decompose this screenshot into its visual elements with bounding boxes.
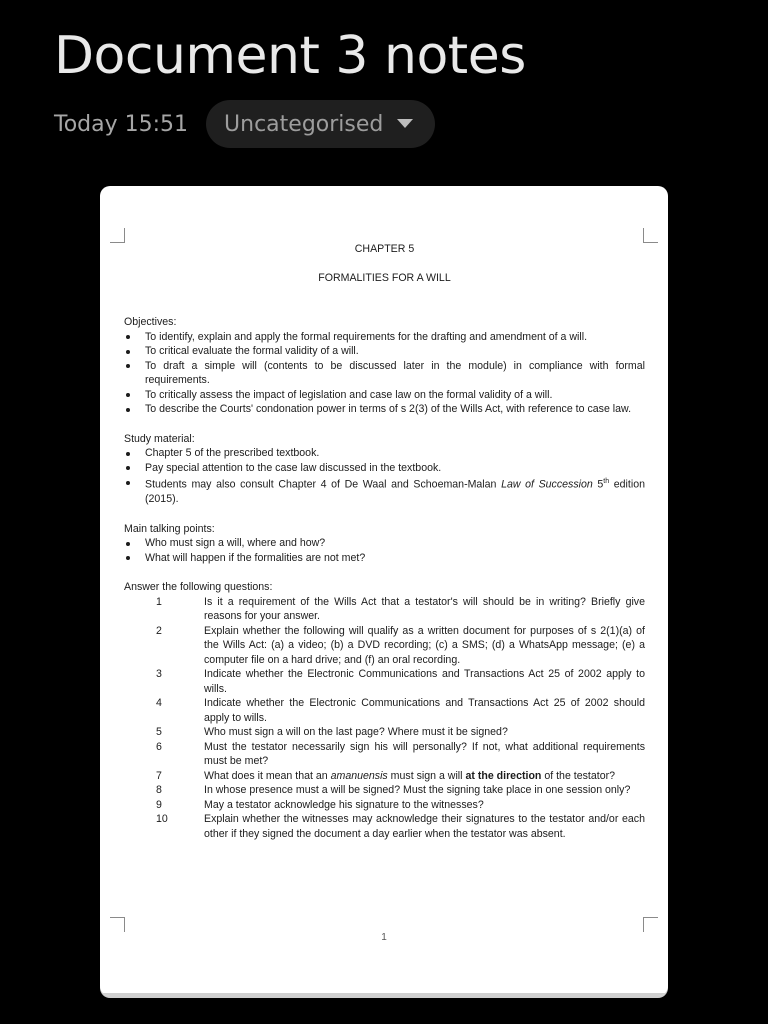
question-number: 1 [156,595,162,608]
crop-mark [110,917,125,932]
page-number: 1 [381,932,387,943]
question-item [124,667,645,696]
question-number: 7 [156,769,162,782]
note-meta [54,100,435,148]
document-content [124,240,645,841]
question-number: 3 [156,668,162,681]
list-item: Chapter 5 of the prescribed textbook. [124,446,645,461]
list-item: To identify, explain and apply the formal requirements for the drafting and amendment of a will. [124,330,645,345]
question-item [124,769,645,784]
list-item: To draft a simple will (contents to be discussed later in the module) in compliance with formal requirements. [124,359,645,388]
category-label: Uncategorised [224,111,384,137]
bold-term: at the direction [465,769,542,782]
question-item [124,725,645,740]
crop-mark [110,228,125,243]
book-title: Law of Succession [501,478,593,491]
list-item: What will happen if the formalities are not met? [124,551,645,566]
question-text: May a testator acknowledge his signature to the witnesses? [204,798,484,811]
question-item [124,696,645,725]
question-number: 8 [156,784,162,797]
category-dropdown[interactable] [206,100,435,148]
question-number: 2 [156,624,162,637]
edition-number: 5 [597,478,604,491]
question-text [204,769,645,784]
question-text-part: of the testator? [541,769,616,782]
question-number: 10 [156,813,168,826]
study-material-section [124,432,645,507]
item-text: Students may also consult Chapter 4 of De Waal and Schoeman-Malan [145,478,502,491]
edition-suffix: th [603,478,610,485]
list-item: Pay special attention to the case law discussed in the textbook. [124,461,645,476]
question-item [124,783,645,798]
list-item: To critically assess the impact of legislation and case law on the formal validity of a will. [124,388,645,403]
question-text: Explain whether the witnesses may acknowledge their signatures to the testator and/or each other if they signed the document a day earlier when the testator was absent. [204,813,645,840]
questions-section [124,580,645,841]
question-text: Indicate whether the Electronic Communications and Transactions Act 25 of 2002 apply to wills. [204,668,645,695]
question-item [124,595,645,624]
question-number: 6 [156,740,162,753]
question-text: Is it a requirement of the Wills Act that a testator's will should be in writing? Briefly give reasons for your answer. [204,595,645,623]
question-number: 9 [156,798,162,811]
questions-heading: Answer the following questions: [124,581,273,594]
question-text: Indicate whether the Electronic Communications and Transactions Act 25 of 2002 should apply to wills. [204,697,645,724]
objectives-section [124,315,645,417]
talking-points-list [124,536,645,565]
study-material-list [124,446,645,507]
item-text: edition (2015). [145,478,645,506]
talking-points-section [124,522,645,566]
question-text-part: must sign a will [387,769,466,782]
list-item: To critical evaluate the formal validity of a will. [124,344,645,359]
study-material-heading: Study material: [124,432,195,445]
caret-down-icon [397,119,413,128]
objectives-list [124,330,645,417]
question-item [124,798,645,813]
question-item [124,812,645,841]
document-page[interactable] [100,186,668,996]
question-number: 4 [156,697,162,710]
chapter-subtitle: FORMALITIES FOR A WILL [318,271,451,284]
list-item [124,475,645,507]
question-number: 5 [156,726,162,739]
crop-mark [643,917,658,932]
talking-points-heading: Main talking points: [124,522,215,535]
question-item [124,624,645,668]
note-title[interactable]: Document 3 notes [54,26,526,86]
note-timestamp: Today 15:51 [54,111,189,137]
question-text: Must the testator necessarily sign his will personally? If not, what additional requirements must be met? [204,740,645,768]
chapter-heading: CHAPTER 5 [354,243,415,255]
list-item: To describe the Courts' condonation power in terms of s 2(3) of the Wills Act, with reference to case law. [124,402,645,417]
question-text: Explain whether the following will qualify as a written document for purposes of s 2(1)(a) of the Wills Act: (a) a video; (b) a DVD recording; (c) a SMS; (d) a WhatsApp message; (e) a computer file on a hard drive; and (f) an oral recording. [204,624,645,666]
question-text-part: What does it mean that an [204,769,331,782]
question-text: Who must sign a will on the last page? Where must it be signed? [204,726,508,739]
question-text: In whose presence must a will be signed? Must the signing take place in one session only? [204,784,631,797]
list-item: Who must sign a will, where and how? [124,536,645,551]
crop-mark [643,228,658,243]
page-shadow [100,993,668,996]
italic-term: amanuensis [330,769,388,782]
objectives-heading: Objectives: [124,316,177,328]
question-item [124,740,645,769]
